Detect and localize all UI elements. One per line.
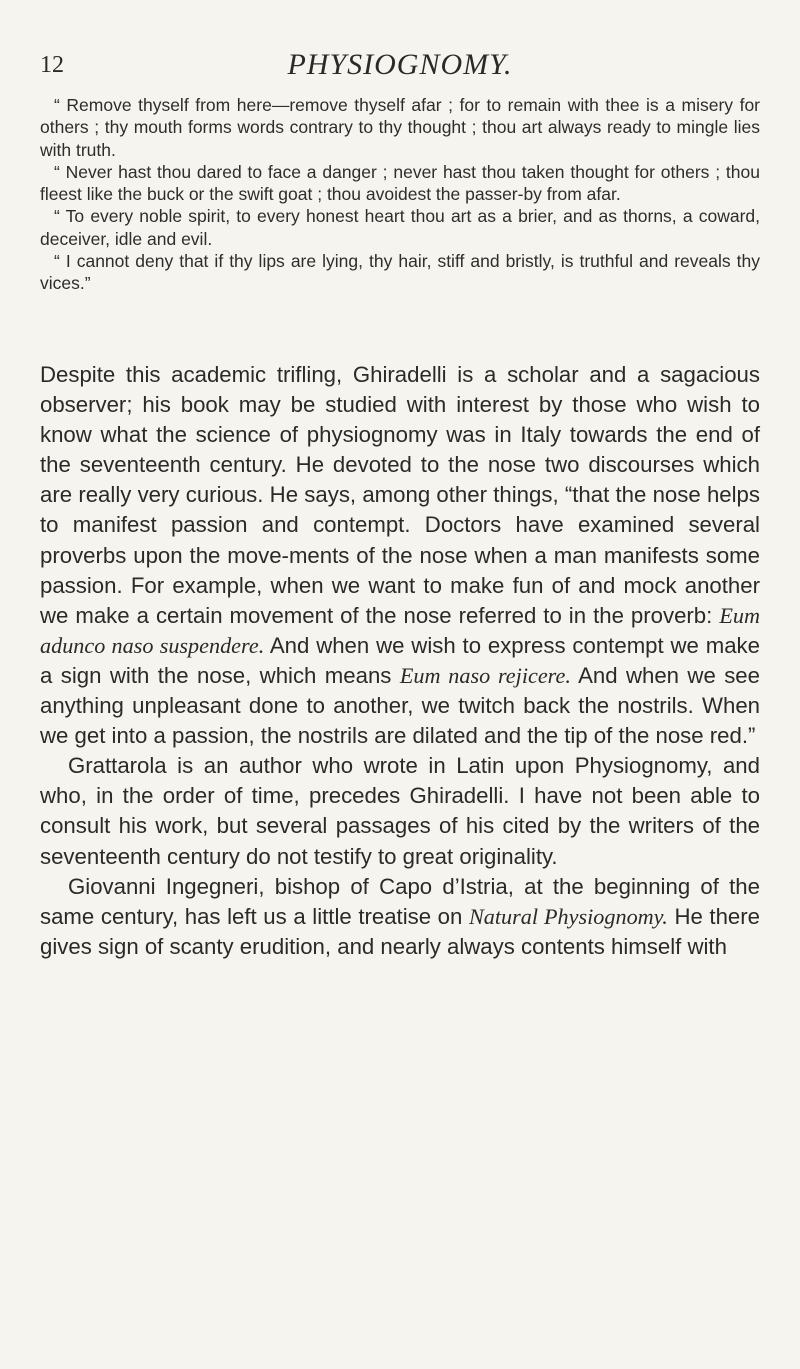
quote-paragraph: “ Never hast thou dared to face a danger ; never hast thou taken thought for others ; thou fleest like the buck or the swift goat ; thou avoidest the passer-by from afar. [40, 161, 760, 205]
quote-paragraph: “ To every noble spirit, to every honest heart thou art as a brier, and as thorns, a coward, deceiver, idle and evil. [40, 206, 760, 249]
quote-paragraph: “ Remove thyself from here—remove thyself afar ; for to remain with thee is a misery for others ; thy mouth forms words contrary to thy thought ; thou art always ready to mingle lies with truth. [40, 95, 760, 160]
body-paragraph [40, 872, 760, 962]
page-header [40, 48, 760, 82]
latin-proverb: Eum naso rejicere. [399, 662, 571, 688]
paragraph-text: Despite this academic trifling, Ghiradelli is a scholar and a sagacious observer; his book may be studied with interest by those who wish to know what the science of physiognomy was in Italy towards the end of the seventeenth century. He devoted to the nose two discourses which are really very curious. He says, among other things, “that the nose helps to manifest passion and contempt. Doctors have examined several proverbs upon the move-ments of the nose when a man manifests some passion. For example, when we want to make fun of and mock another we make a certain movement of the nose referred to in the proverb: [40, 362, 760, 628]
body-paragraph: Grattarola is an author who wrote in Latin upon Physiognomy, and who, in the order of time, precedes Ghiradelli. I have not been able to consult his work, but several passages of his cited by the writers of the seventeenth century do not testify to great originality. [40, 753, 760, 869]
latin-proverb: Eum adunco naso suspendere. [40, 602, 760, 658]
body-text [40, 360, 760, 962]
quoted-passage [40, 94, 760, 295]
running-title: PHYSIOGNOMY. [287, 48, 513, 81]
paragraph-text: And when we wish to express contempt we make a sign with the nose, which means [40, 632, 760, 688]
book-title: Natural Physiognomy. [468, 903, 668, 929]
body-paragraph [40, 360, 760, 751]
page-number: 12 [40, 52, 64, 78]
quote-paragraph: “ I cannot deny that if thy lips are lying, thy hair, stiff and bristly, is truthful and reveals thy vices.” [40, 251, 760, 294]
paragraph-text: Giovanni Ingegneri, bishop of Capo d’Istria, at the beginning of the same century, has left us a little treatise on [40, 873, 760, 929]
paragraph-text: He there gives sign of scanty erudition, and nearly always contents himself with [40, 903, 761, 959]
paragraph-text: And when we see anything unpleasant done to another, we twitch back the nostrils. When we get into a passion, the nostrils are dilated and the tip of the nose red.” [40, 662, 760, 749]
